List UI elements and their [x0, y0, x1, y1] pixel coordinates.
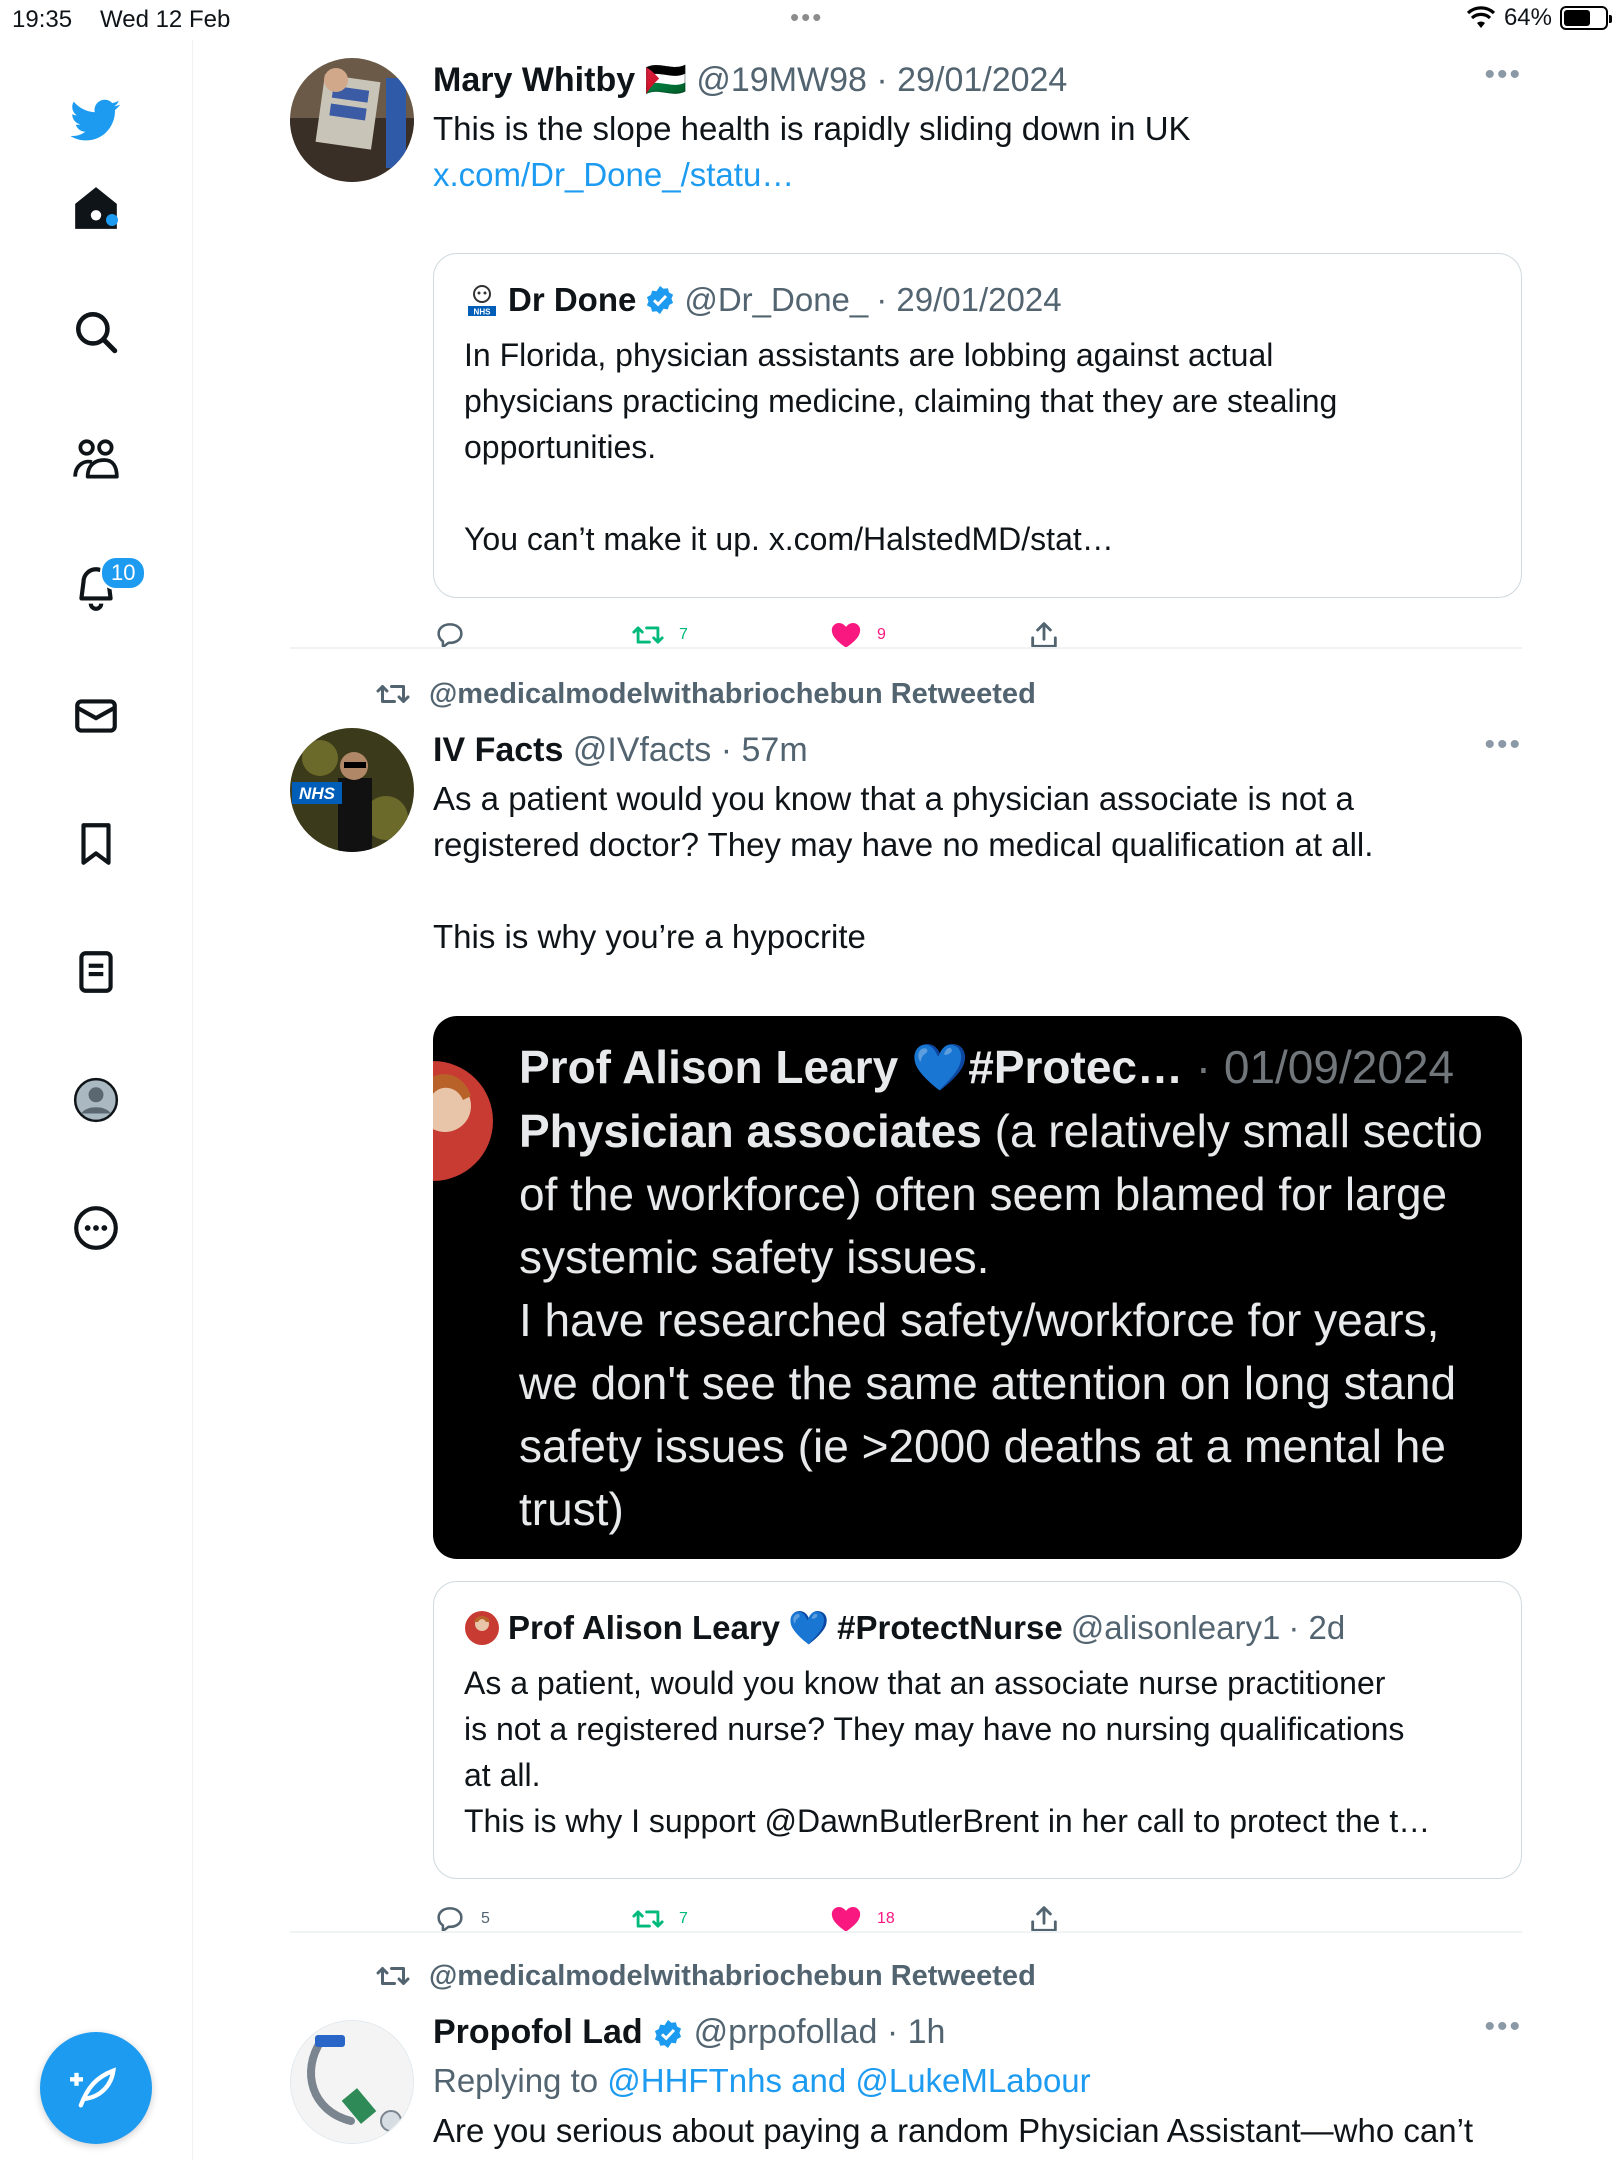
more-dots-icon[interactable]: •••: [1484, 58, 1522, 91]
avatar[interactable]: [290, 2020, 414, 2144]
quoted-text: [464, 332, 1491, 562]
tweet-propofol-lad[interactable]: [290, 2010, 1522, 2160]
lists-icon[interactable]: [66, 942, 126, 1002]
image-text: I have researched safety/workforce for years,: [519, 1294, 1440, 1346]
compose-tweet-button[interactable]: [40, 2032, 152, 2144]
quoted-author-handle: @alisonleary1: [1070, 1609, 1281, 1646]
tweet-mary-whitby[interactable]: [290, 58, 1522, 658]
tweet-header: [433, 58, 1522, 102]
tweet-header: [433, 728, 1522, 772]
status-bar: [0, 0, 1620, 40]
tweet-iv-facts[interactable]: [290, 728, 1522, 1948]
more-options-icon[interactable]: [66, 1198, 126, 1258]
image-hashtag: #Protec…: [968, 1041, 1183, 1093]
author-handle[interactable]: @IVfacts: [572, 731, 712, 769]
tweet-time[interactable]: · 1h: [886, 2013, 946, 2051]
nhs-skull-avatar-icon: [464, 282, 500, 318]
more-dots-icon[interactable]: •••: [1484, 2010, 1522, 2043]
image-text: we don't see the same attention on long stand: [519, 1357, 1457, 1409]
verified-badge-icon: [644, 284, 676, 316]
tweet-link[interactable]: x.com/Dr_Done_/statu…: [433, 156, 795, 193]
image-text: systemic safety issues.: [519, 1231, 990, 1283]
search-icon[interactable]: [66, 302, 126, 362]
author-handle[interactable]: @19MW98: [696, 61, 867, 99]
flag-emoji: 🇵🇸: [644, 61, 687, 99]
quoted-date: · 29/01/2024: [876, 281, 1062, 318]
notifications-badge: 10: [100, 556, 146, 590]
twitter-logo-icon[interactable]: [66, 90, 126, 150]
image-date: · 01/09/2024: [1195, 1041, 1455, 1093]
like-count: 18: [877, 1910, 895, 1927]
battery-level: [1564, 10, 1590, 26]
more-dots-icon[interactable]: •••: [1484, 728, 1522, 761]
quoted-tweet[interactable]: [433, 1581, 1522, 1879]
tweet-date[interactable]: · 29/01/2024: [876, 61, 1068, 99]
quoted-text-line: physicians practicing medicine, claiming that they are stealing: [464, 383, 1338, 419]
quoted-text-line: In Florida, physician assistants are lobbing against actual: [464, 337, 1274, 373]
avatar[interactable]: [290, 58, 414, 182]
quoted-author-name: Prof Alison Leary: [508, 1609, 781, 1646]
image-author-name: Prof Alison Leary: [519, 1041, 899, 1093]
author-handle[interactable]: @prpofollad: [693, 2013, 878, 2051]
battery-percent: 64%: [1503, 4, 1552, 31]
avatar-label: NHS: [299, 784, 335, 803]
quoted-text-line: is not a registered nurse? They may have no nursing qualifications: [464, 1711, 1405, 1747]
verified-badge-icon: [652, 2018, 684, 2050]
author-name[interactable]: Propofol Lad: [433, 2013, 643, 2051]
multitask-dots-icon[interactable]: •••: [790, 2, 824, 32]
divider: [290, 647, 1522, 649]
author-name[interactable]: Mary Whitby: [433, 61, 636, 99]
status-right: [1466, 4, 1608, 32]
svg-text:NHS: NHS: [473, 307, 491, 317]
image-bold-text: Physician associates: [519, 1105, 982, 1157]
sidebar: [0, 40, 193, 2160]
tweet-image-screenshot[interactable]: [433, 1016, 1522, 1559]
image-avatar: [433, 1046, 495, 1196]
replying-to-prefix: Replying to: [433, 2062, 608, 2099]
quoted-text: [464, 1660, 1491, 1844]
tweet-text: Are you serious about paying a random Physician Assistant—who can’t: [433, 2112, 1474, 2149]
tweet-text-line: registered doctor? They may have no medical qualification at all.: [433, 826, 1374, 863]
messages-icon[interactable]: [66, 686, 126, 746]
tweet-text-line: As a patient would you know that a physician associate is not a: [433, 780, 1354, 817]
tweet-text-line: This is why you’re a hypocrite: [433, 918, 866, 955]
retweet-count: 7: [679, 1910, 688, 1927]
quoted-text-line: As a patient, would you know that an associate nurse practitioner: [464, 1665, 1386, 1701]
quoted-time: · 2d: [1288, 1609, 1346, 1646]
communities-icon[interactable]: [66, 430, 126, 490]
retweeted-by-text: @medicalmodelwithabriochebun Retweeted: [429, 1959, 1036, 1992]
tweet-text: [433, 776, 1522, 960]
quoted-tweet[interactable]: [433, 253, 1522, 598]
divider: [290, 1931, 1522, 1933]
quoted-text-line: at all.: [464, 1757, 541, 1793]
profile-avatar-icon[interactable]: [66, 1070, 126, 1130]
retweeted-by-text: @medicalmodelwithabriochebun Retweeted: [429, 677, 1036, 710]
tweet-text: This is the slope health is rapidly sliding down in UK: [433, 110, 1191, 147]
quoted-author-name: Dr Done: [508, 281, 637, 318]
quoted-text-line: This is why I support @DawnButlerBrent in her call to protect the t…: [464, 1803, 1431, 1839]
avatar[interactable]: [290, 728, 414, 852]
quoted-text-line: opportunities.: [464, 429, 657, 465]
quoted-hashtag: #ProtectNurse: [837, 1609, 1063, 1646]
image-text: safety issues (ie >2000 deaths at a mental he: [519, 1420, 1446, 1472]
bookmarks-icon[interactable]: [66, 814, 126, 874]
home-icon[interactable]: [66, 178, 126, 238]
replying-to: [433, 2058, 1522, 2104]
quoted-text-line: You can’t make it up. x.com/HalstedMD/stat…: [464, 521, 1114, 557]
tweet-time[interactable]: · 57m: [720, 731, 808, 769]
replying-to-users[interactable]: @HHFTnhs and @LukeMLabour: [607, 2062, 1091, 2099]
quoted-author-handle: @Dr_Done_: [684, 281, 869, 318]
author-name[interactable]: IV Facts: [433, 731, 564, 769]
reply-count: 5: [481, 1910, 490, 1927]
quoted-avatar: [464, 1610, 500, 1646]
image-text: trust): [519, 1483, 624, 1535]
image-text: of the workforce) often seem blamed for large: [519, 1168, 1448, 1220]
status-time: 19:35: [12, 6, 73, 33]
wifi-icon: [1466, 6, 1496, 30]
tweet-header: [433, 2010, 1522, 2054]
home-unread-dot: [106, 214, 118, 226]
quoted-heart: 💙: [788, 1609, 830, 1646]
like-count: 9: [877, 626, 886, 643]
image-heart: 💙: [910, 1041, 969, 1093]
retweeted-by-label[interactable]: [375, 1958, 1036, 1994]
image-text: (a relatively small sectio: [981, 1105, 1483, 1157]
retweeted-by-label[interactable]: [375, 676, 1036, 712]
retweet-small-icon: [375, 1958, 411, 1994]
battery-icon: [1560, 6, 1608, 30]
retweet-small-icon: [375, 676, 411, 712]
retweet-count: 7: [679, 626, 688, 643]
status-date: Wed 12 Feb: [100, 6, 231, 33]
compose-feather-icon: [70, 2062, 122, 2114]
